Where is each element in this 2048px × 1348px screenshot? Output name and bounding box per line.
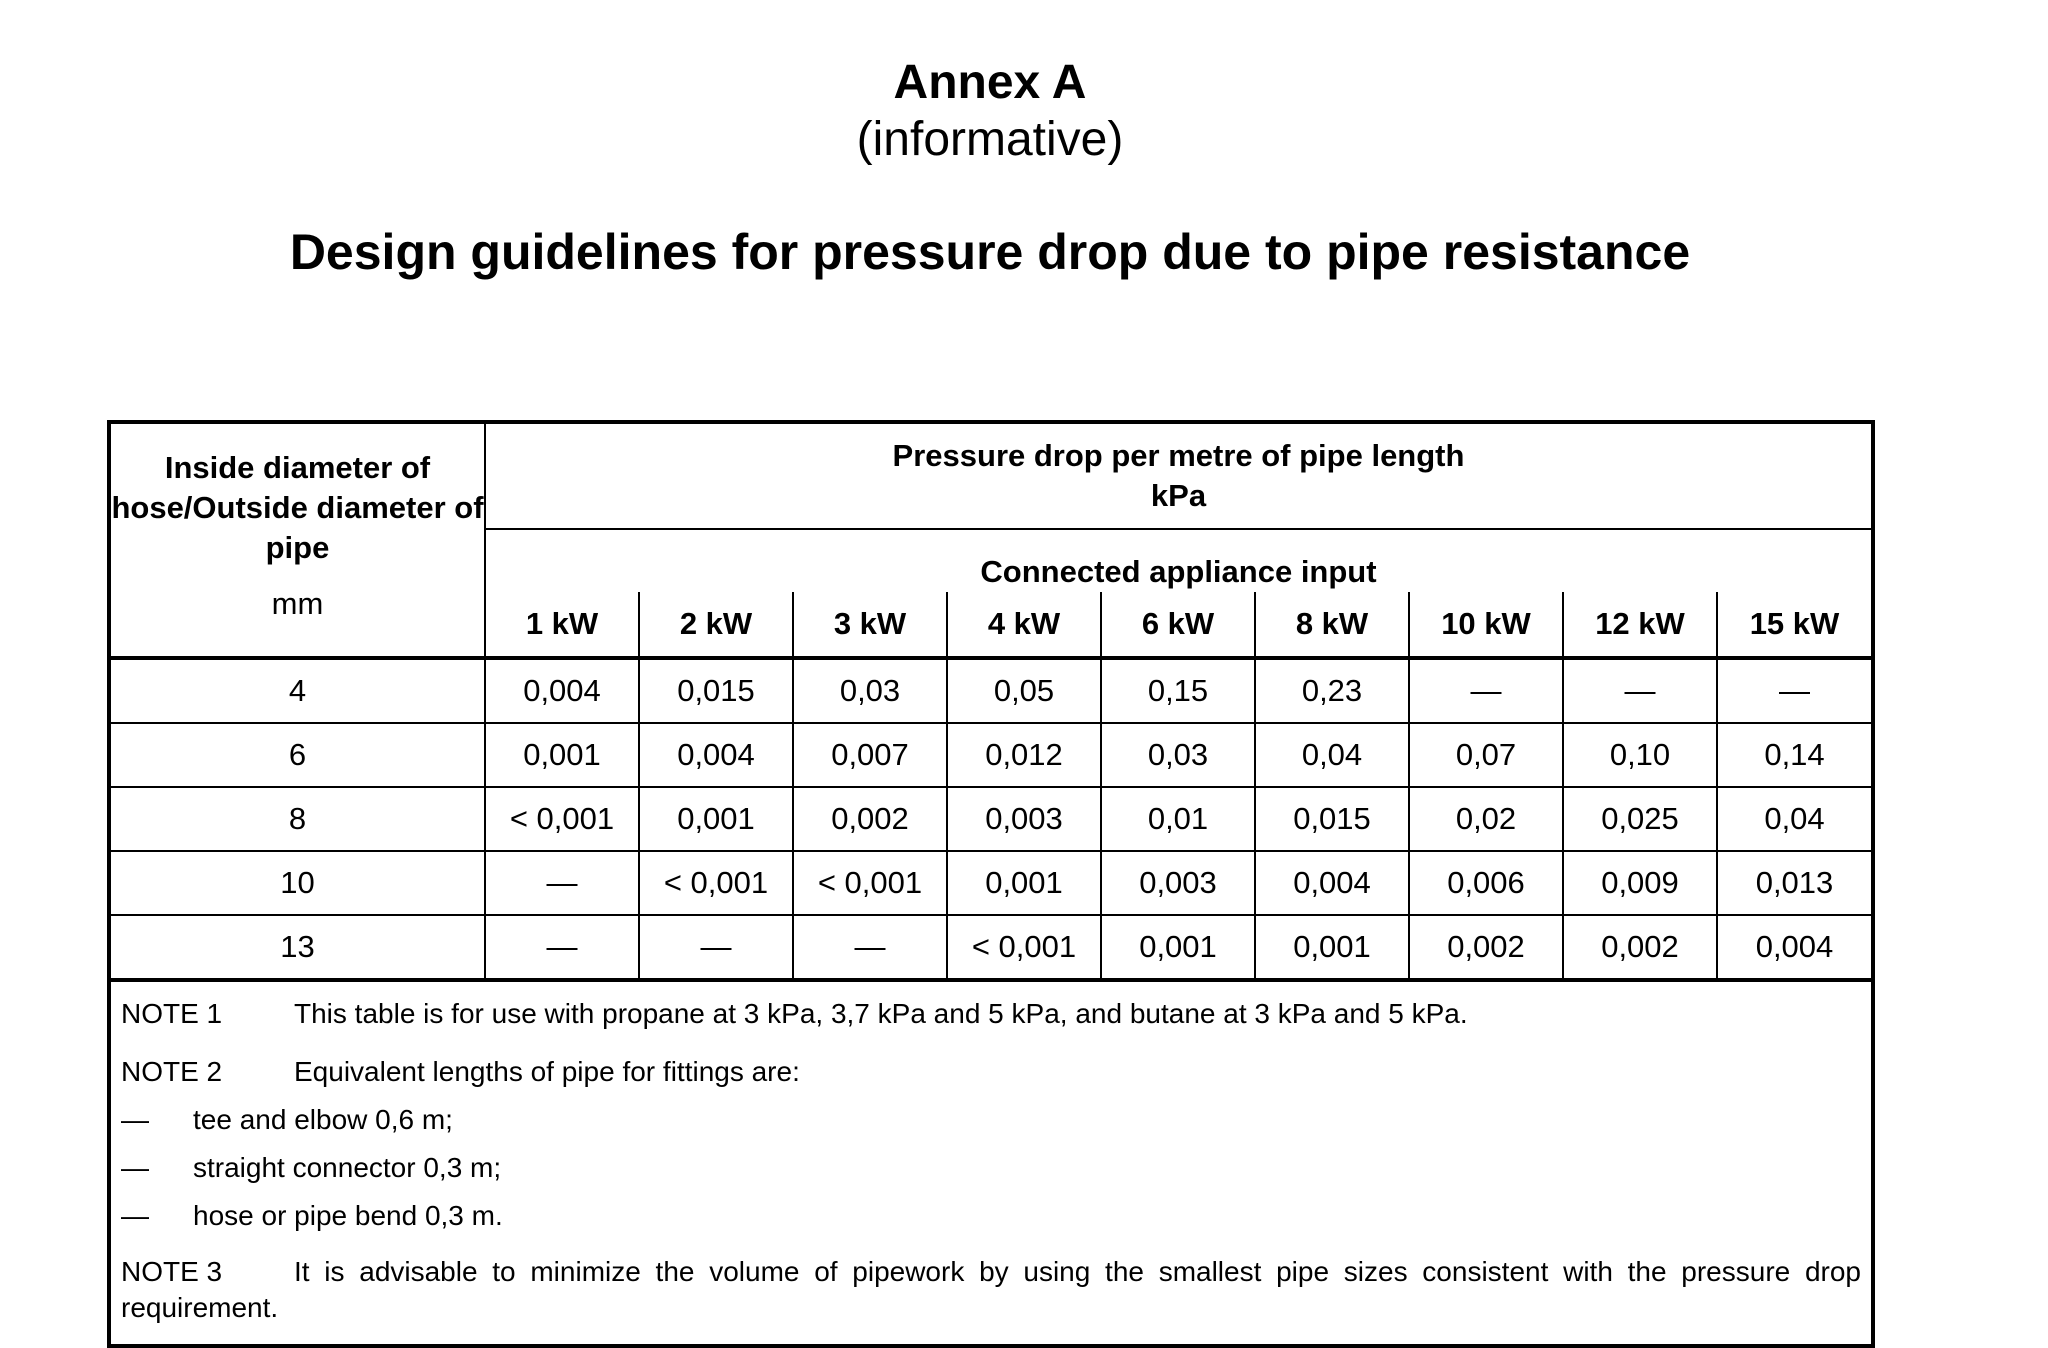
pressure-drop-cell: 0,01 xyxy=(1101,787,1255,851)
pressure-drop-header-unit: kPa xyxy=(1150,478,1207,513)
dash-bullet: — xyxy=(121,1152,149,1183)
table-row xyxy=(111,851,1871,915)
pressure-drop-cell: 0,003 xyxy=(947,787,1101,851)
kw-column-header: 10 kW xyxy=(1409,592,1563,658)
dash-bullet: — xyxy=(121,1104,149,1135)
pressure-drop-table xyxy=(111,424,1871,982)
pressure-drop-cell: 0,04 xyxy=(1255,723,1409,787)
table-notes xyxy=(111,982,1871,1326)
pressure-drop-header-label: Pressure drop per metre of pipe length xyxy=(892,438,1465,473)
note-3 xyxy=(121,1254,1861,1326)
pressure-drop-header xyxy=(485,424,1871,529)
kw-column-header: 15 kW xyxy=(1717,592,1871,658)
note-1-label: NOTE 1 xyxy=(121,998,223,1029)
pressure-drop-cell: — xyxy=(485,851,639,915)
table-row xyxy=(111,787,1871,851)
kw-column-header: 8 kW xyxy=(1255,592,1409,658)
table-body xyxy=(111,658,1871,980)
list-item-text: hose or pipe bend 0,3 m. xyxy=(193,1200,503,1231)
pressure-drop-cell: 0,001 xyxy=(639,787,793,851)
list-item xyxy=(121,1102,1861,1138)
kw-column-header: 2 kW xyxy=(639,592,793,658)
pressure-drop-cell: 0,007 xyxy=(793,723,947,787)
pressure-drop-cell: 0,002 xyxy=(1409,915,1563,980)
pressure-drop-cell: — xyxy=(1409,658,1563,723)
document-title: Design guidelines for pressure drop due to pipe resistance xyxy=(289,224,1691,280)
list-item-text: tee and elbow 0,6 m; xyxy=(193,1104,453,1135)
pressure-drop-cell: 0,013 xyxy=(1717,851,1871,915)
pressure-drop-cell: 0,001 xyxy=(485,723,639,787)
pressure-drop-cell: 0,004 xyxy=(639,723,793,787)
annex-title: Annex A xyxy=(893,56,1087,109)
table-row xyxy=(111,723,1871,787)
pressure-drop-cell: 0,006 xyxy=(1409,851,1563,915)
pressure-drop-cell: 0,03 xyxy=(1101,723,1255,787)
note-1 xyxy=(121,996,1861,1032)
pressure-drop-cell: 0,004 xyxy=(1255,851,1409,915)
pressure-drop-cell: 0,003 xyxy=(1101,851,1255,915)
list-item-text: straight connector 0,3 m; xyxy=(193,1152,502,1183)
pressure-drop-cell: 0,07 xyxy=(1409,723,1563,787)
pressure-drop-table-frame xyxy=(107,420,1875,1348)
annex-subtitle: (informative) xyxy=(856,113,1124,166)
diameter-column-header xyxy=(111,424,485,658)
dash-bullet: — xyxy=(121,1200,149,1231)
pressure-drop-cell: 0,015 xyxy=(1255,787,1409,851)
pressure-drop-cell: 0,004 xyxy=(1717,915,1871,980)
pressure-drop-cell: < 0,001 xyxy=(485,787,639,851)
pressure-drop-cell: < 0,001 xyxy=(793,851,947,915)
pressure-drop-cell: 0,001 xyxy=(1255,915,1409,980)
pressure-drop-cell: 0,23 xyxy=(1255,658,1409,723)
pressure-drop-cell: — xyxy=(485,915,639,980)
pressure-drop-cell: 0,025 xyxy=(1563,787,1717,851)
pressure-drop-cell: 0,012 xyxy=(947,723,1101,787)
pressure-drop-cell: — xyxy=(1563,658,1717,723)
list-item xyxy=(121,1198,1861,1234)
pressure-drop-cell: < 0,001 xyxy=(947,915,1101,980)
pressure-drop-cell: 0,002 xyxy=(1563,915,1717,980)
kw-column-header: 6 kW xyxy=(1101,592,1255,658)
note-2-label: NOTE 2 xyxy=(121,1056,223,1087)
pressure-drop-cell: 0,009 xyxy=(1563,851,1717,915)
table-row xyxy=(111,915,1871,980)
diameter-cell: 10 xyxy=(111,851,485,915)
table-row xyxy=(111,658,1871,723)
list-item xyxy=(121,1150,1861,1186)
pressure-drop-cell: — xyxy=(639,915,793,980)
note-3-text: It is advisable to minimize the volume of pipework by using the smallest pipe sizes consistent with the pressure drop requirement. xyxy=(121,1256,1861,1323)
pressure-drop-cell: — xyxy=(1717,658,1871,723)
pressure-drop-cell: 0,05 xyxy=(947,658,1101,723)
diameter-header-label: Inside diameter of hose/Outside diameter of pipe xyxy=(111,450,484,565)
kw-column-header: 1 kW xyxy=(485,592,639,658)
pressure-drop-cell: 0,002 xyxy=(793,787,947,851)
note-2-text: Equivalent lengths of pipe for fittings are: xyxy=(294,1056,800,1087)
diameter-cell: 6 xyxy=(111,723,485,787)
kw-column-header: 4 kW xyxy=(947,592,1101,658)
kw-column-header: 12 kW xyxy=(1563,592,1717,658)
pressure-drop-cell: 0,15 xyxy=(1101,658,1255,723)
note-2 xyxy=(121,1054,1861,1090)
pressure-drop-cell: < 0,001 xyxy=(639,851,793,915)
pressure-drop-cell: 0,001 xyxy=(1101,915,1255,980)
pressure-drop-cell: 0,03 xyxy=(793,658,947,723)
note-1-text: This table is for use with propane at 3 kPa, 3,7 kPa and 5 kPa, and butane at 3 kPa and 5 kPa. xyxy=(294,998,1468,1029)
note-3-label: NOTE 3 xyxy=(121,1256,223,1287)
pressure-drop-cell: 0,10 xyxy=(1563,723,1717,787)
kw-column-header: 3 kW xyxy=(793,592,947,658)
pressure-drop-cell: 0,02 xyxy=(1409,787,1563,851)
diameter-cell: 13 xyxy=(111,915,485,980)
diameter-cell: 4 xyxy=(111,658,485,723)
appliance-input-header: Connected appliance input xyxy=(980,554,1377,589)
pressure-drop-cell: 0,015 xyxy=(639,658,793,723)
pressure-drop-cell: — xyxy=(793,915,947,980)
diameter-cell: 8 xyxy=(111,787,485,851)
pressure-drop-cell: 0,001 xyxy=(947,851,1101,915)
pressure-drop-cell: 0,04 xyxy=(1717,787,1871,851)
pressure-drop-cell: 0,004 xyxy=(485,658,639,723)
diameter-header-unit: mm xyxy=(271,586,324,621)
pressure-drop-cell: 0,14 xyxy=(1717,723,1871,787)
